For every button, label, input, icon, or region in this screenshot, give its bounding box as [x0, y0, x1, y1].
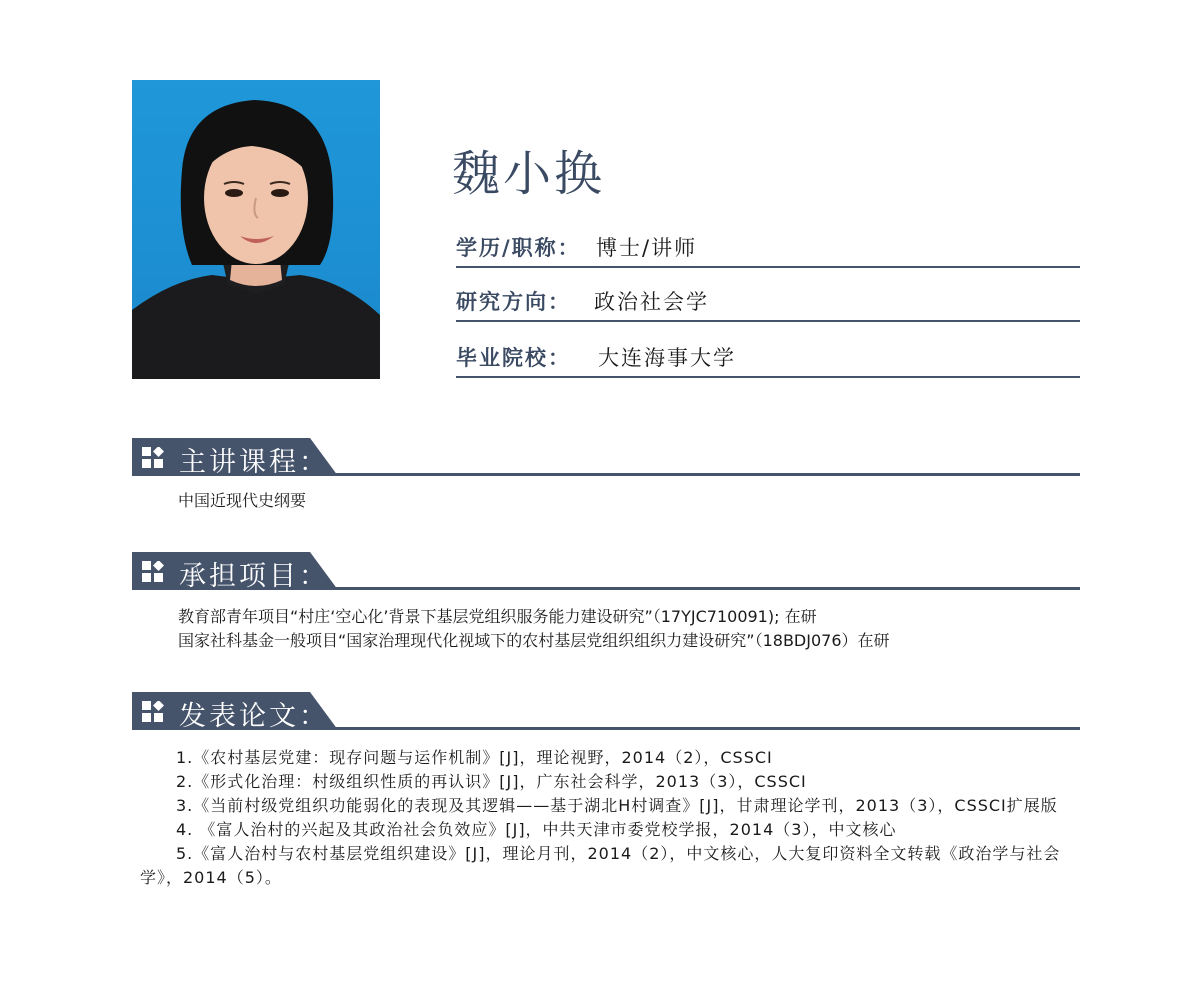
section-header-projects — [132, 552, 1080, 590]
section-title: 主讲课程： — [179, 447, 329, 478]
section-divider — [332, 727, 1080, 730]
grid-diamond-icon — [142, 701, 164, 723]
info-row-research — [456, 286, 1080, 322]
grid-diamond-icon — [142, 447, 164, 469]
project-list — [178, 605, 1083, 653]
list-item: 1.《农村基层党建：现存问题与运作机制》[J]，理论视野，2014（2），CSSCI — [176, 748, 773, 767]
section-divider — [332, 473, 1080, 476]
list-item: 4. 《富人治村的兴起及其政治社会负效应》[J]，中共天津市委党校学报，2014（3），中文核心 — [176, 820, 897, 839]
info-row-degree — [456, 232, 1080, 268]
person-name: 魏小换 — [452, 146, 606, 202]
portrait-illustration — [132, 80, 380, 379]
info-label: 学历/职称： — [456, 236, 581, 260]
grid-diamond-icon — [142, 561, 164, 583]
list-item: 3.《当前村级党组织功能弱化的表现及其逻辑——基于湖北H村调查》[J]，甘肃理论学刊，2013（3），CSSCI扩展版 — [176, 796, 1058, 815]
profile-photo — [132, 80, 380, 379]
list-item: 国家社科基金一般项目“国家治理现代化视域下的农村基层党组织组织力建设研究”（18BDJ076）在研 — [178, 631, 890, 650]
info-label: 毕业院校： — [456, 346, 571, 370]
course-list — [178, 489, 306, 513]
info-value: 博士/讲师 — [596, 236, 698, 260]
info-value: 政治社会学 — [594, 290, 709, 314]
paper-list — [140, 746, 1080, 890]
section-title: 发表论文： — [179, 701, 329, 732]
section-header-courses — [132, 438, 1080, 476]
info-value: 大连海事大学 — [598, 346, 736, 370]
section-title: 承担项目： — [179, 561, 329, 592]
section-header-papers — [132, 692, 1080, 730]
list-item: 5.《富人治村与农村基层党组织建设》[J]，理论月刊，2014（2），中文核心，人大复印资料全文转载《政治学与社会学》，2014（5）。 — [140, 844, 1061, 887]
list-item: 教育部青年项目“村庄‘空心化’背景下基层党组织服务能力建设研究”（17YJC710091); 在研 — [178, 607, 817, 626]
section-divider — [332, 587, 1080, 590]
list-item: 中国近现代史纲要 — [178, 491, 307, 510]
info-label: 研究方向： — [456, 290, 571, 314]
list-item: 2.《形式化治理：村级组织性质的再认识》[J]，广东社会科学，2013（3），CSSCI — [176, 772, 807, 791]
info-row-school — [456, 342, 1080, 378]
